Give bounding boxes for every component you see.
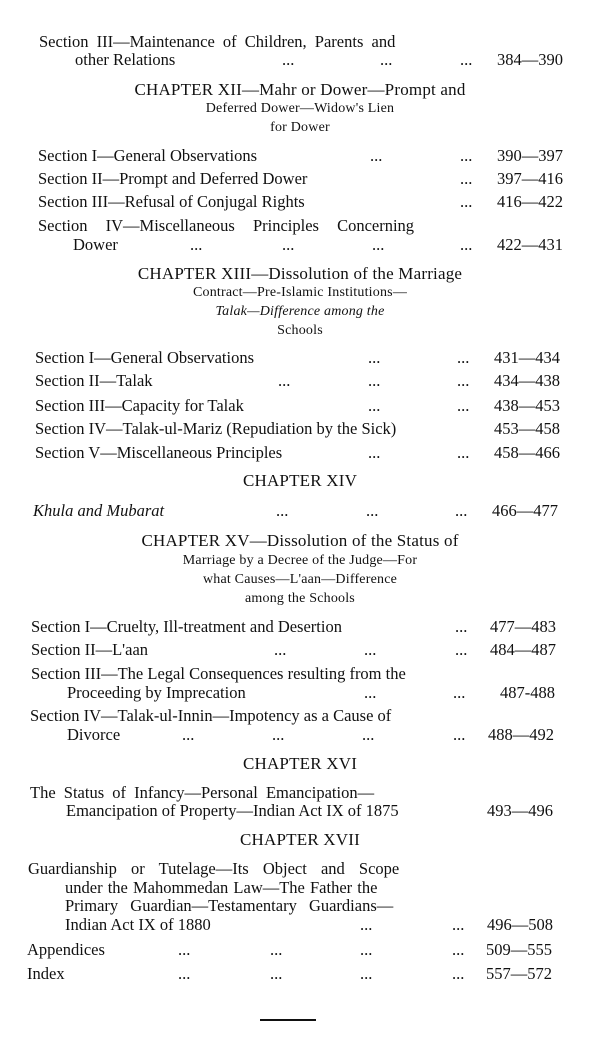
leader-dots: ...	[364, 683, 377, 702]
leader-dots: ...	[362, 725, 375, 744]
leader-dots: ...	[452, 940, 465, 959]
leader-dots: ...	[452, 915, 465, 934]
leader-dots: ...	[368, 371, 381, 390]
leader-dots: ...	[190, 235, 203, 254]
leader-dots: ...	[274, 640, 287, 659]
chapter-heading-line: among the Schools	[245, 591, 355, 606]
leader-dots: ...	[368, 443, 381, 462]
toc-entry-line3: Primary Guardian—Testamentary Guardians—	[65, 896, 394, 915]
leader-dots: ...	[182, 725, 195, 744]
toc-entry: Section III—Capacity for Talak	[35, 396, 244, 415]
toc-entry-line1: Section IV—Talak-ul-Innin—Impotency as a Cause of	[30, 706, 392, 725]
toc-entry: Section III—Refusal of Conjugal Rights	[38, 192, 305, 211]
page-range: 493—496	[487, 801, 553, 820]
leader-dots: ...	[460, 235, 473, 254]
leader-dots: ...	[452, 964, 465, 983]
toc-entry: Appendices	[27, 940, 105, 959]
page-range: 438—453	[494, 396, 560, 415]
page-range: 458—466	[494, 443, 560, 462]
toc-entry-line1: Section III—The Legal Consequences resulting from the	[31, 664, 406, 683]
leader-dots: ...	[455, 640, 468, 659]
toc-entry-line1: The Status of Infancy—Personal Emancipation—	[30, 783, 375, 802]
toc-entry: Index	[27, 964, 65, 983]
leader-dots: ...	[460, 169, 473, 188]
toc-entry-line2: Proceeding by Imprecation	[67, 683, 246, 702]
toc-entry-line2: Dower	[73, 235, 118, 254]
toc-entry: Section I—Cruelty, Ill-treatment and Desertion	[31, 617, 342, 636]
leader-dots: ...	[178, 964, 191, 983]
page-range: 477—483	[490, 617, 556, 636]
leader-dots: ...	[364, 640, 377, 659]
toc-entry-line2: Divorce	[67, 725, 121, 744]
page-range: 390—397	[497, 146, 563, 165]
toc-entry: Khula and Mubarat	[33, 501, 165, 520]
page-range: 434—438	[494, 371, 560, 390]
toc-entry-line2: Emancipation of Property—Indian Act IX of 1875	[66, 801, 399, 820]
leader-dots: ...	[457, 396, 470, 415]
leader-dots: ...	[453, 683, 466, 702]
toc-entry-line1: Guardianship or Tutelage—Its Object and Scope	[28, 859, 400, 878]
chapter-heading	[0, 80, 600, 99]
leader-dots: ...	[455, 617, 468, 636]
leader-dots: ...	[282, 235, 295, 254]
toc-entry-maintenance-line2: other Relations	[75, 50, 176, 69]
chapter-heading: CHAPTER XVI	[242, 754, 358, 773]
chapter-heading-line: for Dower	[270, 120, 330, 135]
leader-dots: ...	[276, 501, 289, 520]
page-range: 509—555	[486, 940, 552, 959]
page-range: 453—458	[494, 419, 560, 438]
page-range: 484—487	[490, 640, 556, 659]
leader-dots: ...	[282, 50, 295, 69]
page-range: 496—508	[487, 915, 553, 934]
chapter-heading-line: Contract—Pre-Islamic Institutions—	[192, 285, 408, 300]
toc-entry-line2: under the Mahommedan Law—The Father the	[65, 878, 378, 897]
chapter-heading-line: Schools	[277, 323, 323, 338]
page-range: 416—422	[497, 192, 563, 211]
page-range: 488—492	[488, 725, 554, 744]
leader-dots: ...	[457, 371, 470, 390]
page-range: 487-488	[500, 683, 555, 702]
toc-entry-line4: Indian Act IX of 1880	[65, 915, 211, 934]
leader-dots: ...	[278, 371, 291, 390]
leader-dots: ...	[360, 940, 373, 959]
toc-entry: Section II—Prompt and Deferred Dower	[38, 169, 308, 188]
leader-dots: ...	[460, 146, 473, 165]
leader-dots: ...	[270, 964, 283, 983]
page-range: 397—416	[497, 169, 563, 188]
page-range: 431—434	[494, 348, 560, 367]
page-range: 422—431	[497, 235, 563, 254]
page-range: 557—572	[486, 964, 552, 983]
leader-dots: ...	[270, 940, 283, 959]
chapter-heading-line: CHAPTER XIII—Dissolution of the Marriage	[137, 264, 463, 283]
toc-entry: Section I—General Observations	[38, 146, 258, 165]
leader-dots: ...	[453, 725, 466, 744]
page-range: 466—477	[492, 501, 558, 520]
chapter-heading-line: Marriage by a Decree of the Judge—For	[182, 553, 418, 568]
leader-dots: ...	[372, 235, 385, 254]
toc-entry: Section I—General Observations	[35, 348, 255, 367]
page-range: 384—390	[497, 50, 563, 69]
chapter-heading-line: CHAPTER XV—Dissolution of the Status of	[141, 531, 459, 550]
chapter-heading-line: Deferred Dower—Widow's Lien	[205, 101, 395, 116]
toc-entry: Section II—L'aan	[31, 640, 149, 659]
toc-entry: Section IV—Talak-ul-Mariz (Repudiation by the Sick)	[35, 419, 397, 438]
leader-dots: ...	[460, 50, 473, 69]
leader-dots: ...	[272, 725, 285, 744]
toc-entry-maintenance-line1: Section III—Maintenance of Children, Parents and	[39, 32, 396, 51]
chapter-heading: CHAPTER XVII	[240, 830, 360, 849]
chapter-heading-line: Talak—Difference among the	[215, 304, 385, 319]
leader-dots: ...	[368, 396, 381, 415]
toc-entry-line1: Section IV—Miscellaneous Principles Concerning	[38, 216, 415, 235]
leader-dots: ...	[366, 501, 379, 520]
leader-dots: ...	[368, 348, 381, 367]
chapter-heading: CHAPTER XIV	[242, 471, 358, 490]
chapter-heading-line: what Causes—L'aan—Difference	[202, 572, 398, 587]
leader-dots: ...	[455, 501, 468, 520]
leader-dots: ...	[360, 915, 373, 934]
leader-dots: ...	[380, 50, 393, 69]
leader-dots: ...	[178, 940, 191, 959]
toc-entry: Section V—Miscellaneous Principles	[35, 443, 283, 462]
leader-dots: ...	[460, 192, 473, 211]
leader-dots: ...	[370, 146, 383, 165]
leader-dots: ...	[457, 443, 470, 462]
leader-dots: ...	[360, 964, 373, 983]
end-rule	[260, 1019, 316, 1021]
chapter-heading-line: CHAPTER XII—Mahr or Dower—Prompt and	[134, 80, 466, 99]
toc-entry: Section II—Talak	[35, 371, 153, 390]
leader-dots: ...	[457, 348, 470, 367]
